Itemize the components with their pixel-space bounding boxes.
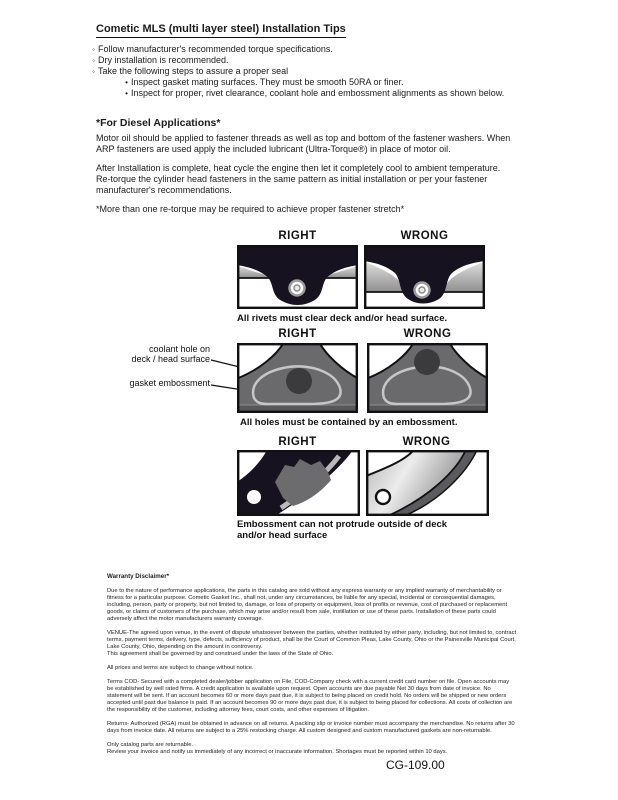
list-item [122,88,525,99]
document-number: CG-109.00 [386,758,445,772]
bullet-marker-icon: • [125,78,128,87]
diagram-rivet-wrong [364,245,485,309]
pair2-right-label: RIGHT [278,328,317,340]
bullet-marker-icon: ◦ [92,56,95,65]
list-item [89,44,525,55]
bullet-marker-icon: ◦ [92,45,95,54]
installation-tips-list [89,44,525,99]
list-item-text: Inspect for proper, rivet clearance, coolant hole and embossment alignments as shown below. [131,88,505,98]
list-item-text: Inspect gasket mating surfaces. They must be smooth 50RA or finer. [131,77,404,87]
prices-line: All prices and terms are subject to change without notice. [107,665,254,671]
diagram-protrusion-right [237,450,360,516]
pair2-caption: All holes must be contained by an embossment. [240,417,458,428]
bullet-marker-icon: • [125,89,128,98]
pair1-right-label: RIGHT [278,230,317,242]
diagram-embossment-right [237,343,358,413]
diagram-protrusion-wrong [366,450,489,516]
rivet-right-illustration [237,245,358,309]
review-invoice-line: Review your invoice and notify us immediately of any incorrect or inaccurate information. Shortages must be reported within 10 days. [107,749,448,755]
protrusion-wrong-illustration [366,450,489,516]
catalog-returnable-line: Only catalog parts are returnable. [107,742,194,748]
diagram-rivet-right [237,245,358,309]
venue-paragraph: VENUE-The agreed upon venue, in the event of dispute whatsoever between the parties, whether instituted by either party, including, but not limited to, contract terms, payment terms, delivery, type, defects, sufficiency of product, shall be the Court of Common Pleas, Lake County, Ohio or the Painesville Municipal Court, Lake County, Ohio, depending on the amount in controversy. [107,630,517,650]
warranty-paragraph: Due to the nature of performance applications, the parts in this catalog are sold without any express warranty or any implied warranty of merchantability or fitness for a particular purpose. Cometic Gasket Inc., shall not, under any circumstances, be liable for any special, incidental or consequential damages, including, person, party or property, but not limited to, damage, or loss of property or equipment, loss of profits or revenue, cost of purchased or replacement goods, or claims of customers of the purchase, which may arise and/or result from sale, instillation or use of these parts. Installation of these parts could adversely affect the motor manufacturers warranty coverage. [107,588,508,622]
list-item-text: Follow manufacturer's recommended torque specifications. [98,44,333,54]
embossment-wrong-illustration [367,343,488,413]
list-item-text: Take the following steps to assure a proper seal [98,66,289,76]
list-item [89,55,525,66]
page-title: Cometic MLS (multi layer steel) Installation Tips [96,23,346,38]
embossment-right-illustration [237,343,358,413]
gasket-embossment-callout: gasket embossment [129,378,210,388]
retorque-note: *More than one re-torque may be required to achieve proper fastener stretch* [96,204,405,214]
list-item [122,77,525,88]
warranty-disclaimer-block [107,573,517,763]
pair3-caption: Embossment can not protrude outside of deck and/or head surface [237,519,448,541]
list-item-text: Dry installation is recommended. [98,55,229,65]
list-item [89,66,525,77]
diagram-embossment-wrong [367,343,488,413]
diesel-applications-heading: *For Diesel Applications* [96,117,221,129]
pair3-right-label: RIGHT [278,436,317,448]
protrusion-right-illustration [237,450,360,516]
bullet-marker-icon: ◦ [92,67,95,76]
terms-paragraph: Terms COD- Secured with a completed dealer/jobber application on File, COD-Company check with a current credit card number on file. Open accounts may be established by well rated firms. A credit application is available upon request. Open accounts are due payable Net 30 days from date of invoice. No statement will be sent. If an account becomes 60 or more days past due, it is subject to being placed on credit hold. No orders will be shipped or new orders accepted until past due balance is paid. If an account becomes 90 or more days past due, it is subject to being placed for collections. All costs of collection are the responsibility of the customer, including attorney fees, court costs, and other expenses of litigation. [107,679,513,713]
agreement-line: This agreement shall be governed by and construed under the laws of the State of Ohio. [107,651,334,657]
pair3-wrong-label: WRONG [402,436,451,448]
warranty-heading: Warranty Disclaimer* [107,573,170,580]
pair1-wrong-label: WRONG [400,230,449,242]
diesel-paragraph-1: Motor oil should be applied to fastener threads as well as top and bottom of the fastener washers. When ARP fasteners are used apply the included lubricant (Ultra-Torque®) in place of motor oil. [96,133,511,154]
rivet-wrong-illustration [364,245,485,309]
pair2-wrong-label: WRONG [403,328,452,340]
returns-paragraph: Returns- Authorized (RGA) must be obtained in advance on all returns. A packing slip or invoice number must accompany the merchandise. No returns after 30 days from invoice date. All returns are subject to a 25% restocking charge. All custom designed and custom manufactured gaskets are non-returnable. [107,721,515,734]
pair1-caption: All rivets must clear deck and/or head surface. [237,313,448,324]
coolant-hole-callout: coolant hole on deck / head surface [131,344,210,364]
diesel-paragraph-2: After Installation is complete, heat cycle the engine then let it completely cool to ambient temperature. Re-torque the cylinder head fasteners in the same pattern as initial installation or per your fastener manufacturer's recommendations. [96,163,501,195]
